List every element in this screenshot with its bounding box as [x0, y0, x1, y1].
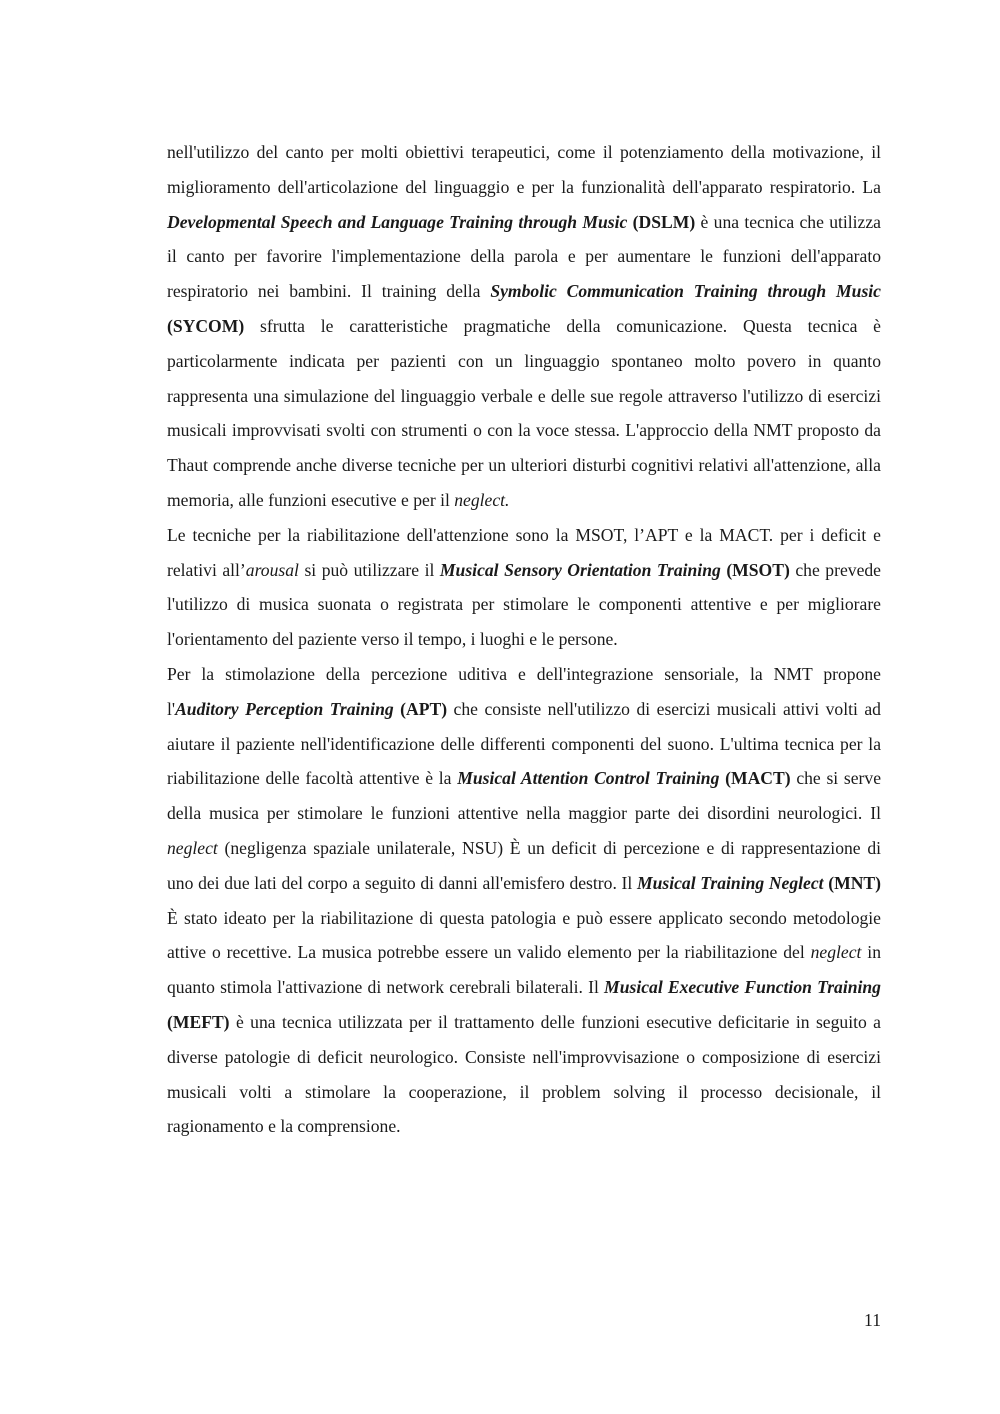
text-run: si può utilizzare il	[298, 559, 440, 580]
technique-name: Musical Attention Control Training	[457, 768, 720, 789]
text-run: che prevede l'utilizzo di musica suonata o registrata per stimolare le componenti attentive e per migliorare l'orientamento del paziente verso il tempo, i luoghi e le persone.	[167, 559, 881, 650]
text-run: che consiste nell'utilizzo di esercizi musicali attivi volti ad aiutare il paziente nell'identificazione delle differenti componenti del suono. L'ultima tecnica per la riabilitazione delle facoltà attentive è la	[167, 698, 881, 789]
technique-name: Auditory Perception Training	[175, 698, 394, 719]
text-run: È stato ideato per la riabilitazione di questa patologia e può essere applicato secondo metodologie attive o recettive. La musica potrebbe essere un valido elemento per la riabilitazione del	[167, 907, 881, 963]
italic-term: neglect.	[454, 489, 510, 510]
technique-abbreviation: (SYCOM)	[167, 315, 245, 336]
paragraph	[167, 518, 881, 657]
italic-term: neglect	[810, 942, 862, 963]
text-run: è una tecnica che utilizza il canto per favorire l'implementazione della parola e per aumentare le funzioni dell'apparato respiratorio nei bambini. Il training della	[167, 211, 881, 302]
italic-term: neglect	[167, 837, 218, 858]
technique-abbreviation: (MSOT)	[726, 559, 790, 580]
technique-name: Musical Sensory Orientation Training	[439, 559, 721, 580]
text-run: Le tecniche per la riabilitazione dell'attenzione sono la MSOT, l’APT e la MACT. per i deficit e relativi all’	[167, 524, 881, 580]
italic-term: arousal	[245, 559, 299, 580]
page-number: 11	[864, 1310, 881, 1330]
text-run: che si serve della musica per stimolare le funzioni attentive nella maggior parte dei disordini neurologici. Il	[167, 768, 882, 824]
body-text	[167, 135, 881, 1144]
technique-abbreviation: (MEFT)	[167, 1011, 230, 1032]
technique-abbreviation: (MNT)	[828, 872, 881, 893]
text-run: Per la stimolazione della percezione uditiva e dell'integrazione sensoriale, la NMT propone l'	[167, 663, 881, 719]
paragraph	[167, 135, 881, 518]
paragraph	[167, 657, 881, 1144]
text-run: in quanto stimola l'attivazione di network cerebrali bilaterali. Il	[167, 942, 881, 998]
technique-name: Musical Executive Function Training	[604, 977, 881, 998]
technique-name: Musical Training Neglect	[636, 872, 824, 893]
text-run: sfrutta le caratteristiche pragmatiche della comunicazione. Questa tecnica è particolarmente indicata per pazienti con un linguaggio spontaneo molto povero in quanto rappresenta una simulazione del linguaggio verbale e delle sue regole attraverso l'utilizzo di esercizi musicali improvvisati svolti con strumenti o con la voce stessa. L'approccio della NMT proposto da Thaut comprende anche diverse tecniche per un ulteriori disturbi cognitivi relativi all'attenzione, alla memoria, alle funzioni esecutive e per il	[167, 315, 881, 510]
text-run: (negligenza spaziale unilaterale, NSU) È un deficit di percezione e di rappresentazione di uno dei due lati del corpo a seguito di danni all'emisfero destro. Il	[167, 837, 881, 893]
technique-abbreviation: (APT)	[400, 698, 448, 719]
technique-name: Symbolic Communication Training through Music	[490, 281, 881, 302]
technique-abbreviation: (MACT)	[725, 768, 791, 789]
text-run: nell'utilizzo del canto per molti obiettivi terapeutici, come il potenziamento della motivazione, il miglioramento dell'articolazione del linguaggio e per la funzionalità dell'apparato respiratorio. La	[167, 142, 881, 197]
text-run: è una tecnica utilizzata per il trattamento delle funzioni esecutive deficitarie in seguito a diverse patologie di deficit neurologico. Consiste nell'improvvisazione o composizione di esercizi musicali volti a stimolare la cooperazione, il problem solving il processo decisionale, il ragionamento e la comprensione.	[167, 1011, 881, 1137]
technique-name: Developmental Speech and Language Training through Music	[167, 211, 628, 232]
technique-abbreviation: (DSLM)	[632, 211, 696, 232]
